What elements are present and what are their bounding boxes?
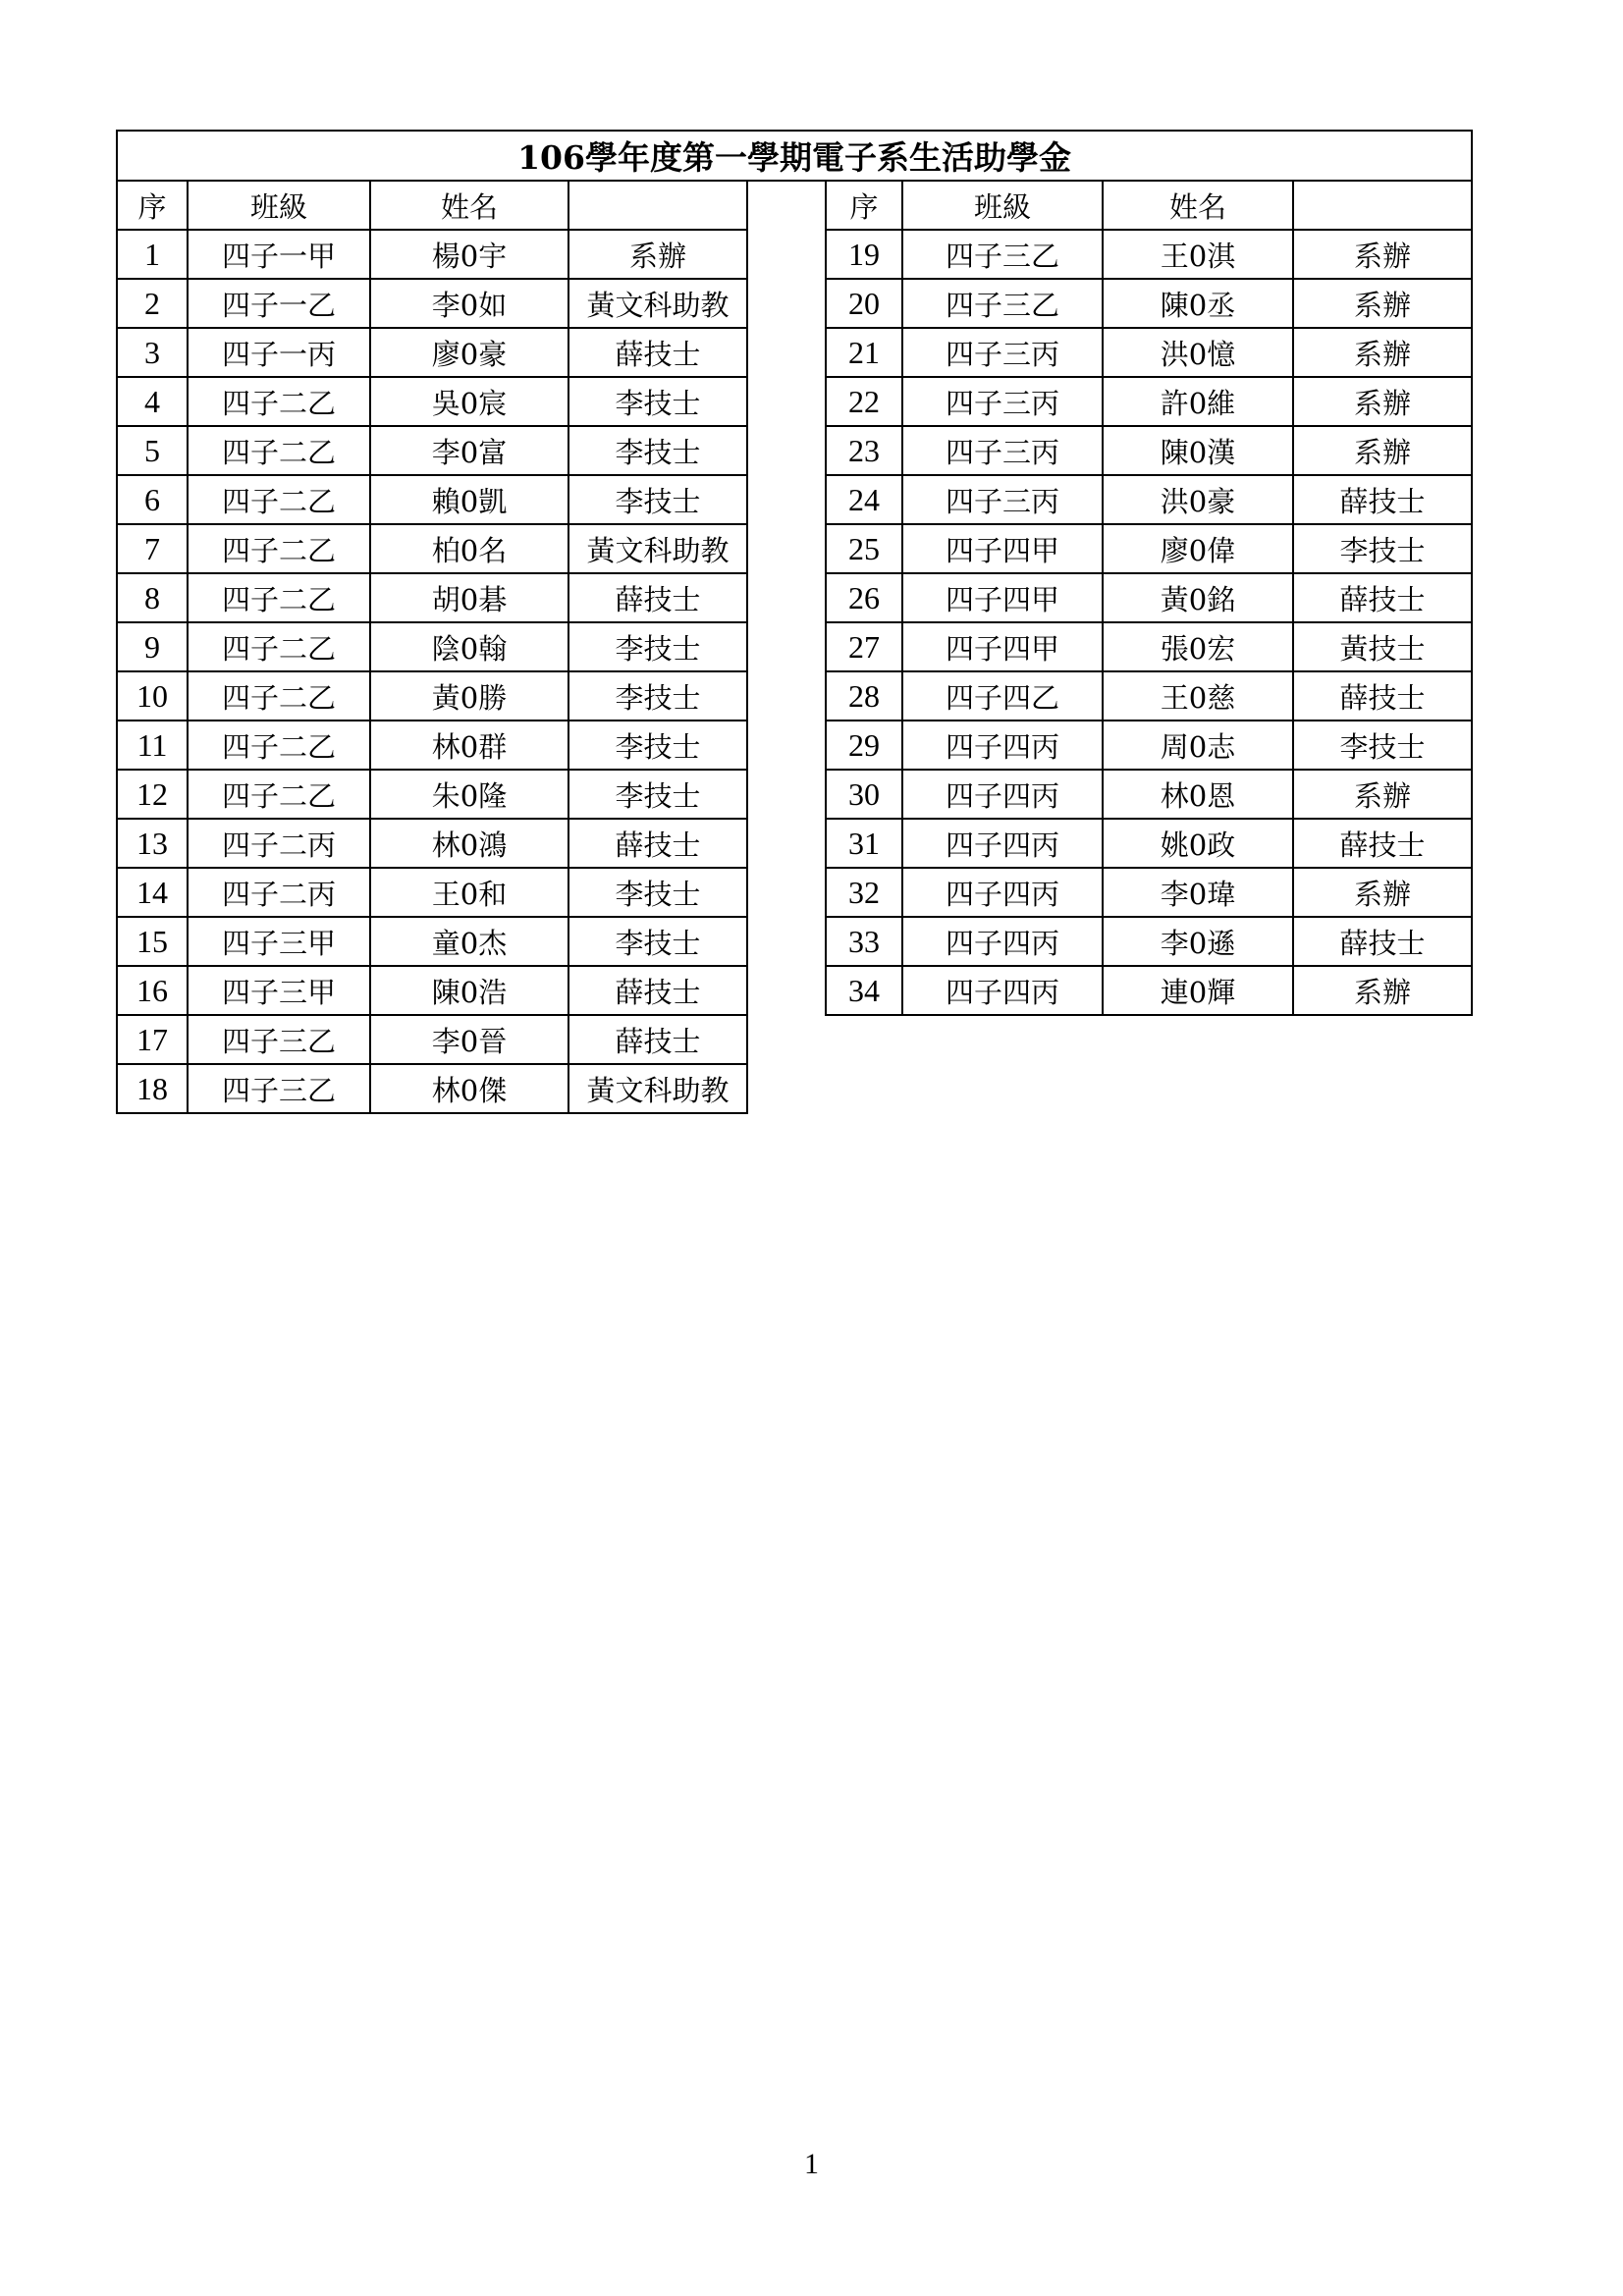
left-name-cell: 童0杰: [370, 917, 568, 966]
left-seq-cell: 11: [117, 721, 188, 770]
left-class-cell: 四子三甲: [188, 966, 370, 1015]
empty-cell: [826, 1064, 902, 1113]
left-class-cell: 四子一丙: [188, 328, 370, 377]
right-class-cell: 四子三丙: [902, 377, 1103, 426]
scholarship-roster: [116, 130, 1471, 1114]
right-name-cell: 張0宏: [1103, 622, 1293, 671]
right-name-cell: 洪0憶: [1103, 328, 1293, 377]
table-row: [117, 966, 1472, 1015]
table-row: [117, 573, 1472, 622]
right-seq-cell: 25: [826, 524, 902, 573]
left-note-cell: 李技士: [568, 475, 747, 524]
right-seq-cell: 28: [826, 671, 902, 721]
right-class-cell: 四子三丙: [902, 475, 1103, 524]
right-note-cell: 李技士: [1293, 524, 1472, 573]
left-seq-cell: 16: [117, 966, 188, 1015]
left-class-cell: 四子二乙: [188, 524, 370, 573]
left-note-cell: 薛技士: [568, 573, 747, 622]
right-class-cell: 四子三乙: [902, 279, 1103, 328]
column-gap: [747, 671, 826, 721]
left-seq-cell: 9: [117, 622, 188, 671]
left-seq-cell: 18: [117, 1064, 188, 1113]
table-row: [117, 524, 1472, 573]
column-gap: [747, 426, 826, 475]
table-row: [117, 328, 1472, 377]
left-class-cell: 四子二乙: [188, 721, 370, 770]
left-class-cell: 四子二乙: [188, 573, 370, 622]
right-note-cell: 系辦: [1293, 868, 1472, 917]
column-gap: [747, 1015, 826, 1064]
column-gap: [747, 622, 826, 671]
right-name-cell: 連0輝: [1103, 966, 1293, 1015]
empty-cell: [1293, 1015, 1472, 1064]
left-name-cell: 李0如: [370, 279, 568, 328]
empty-cell: [902, 1064, 1103, 1113]
right-seq-cell: 30: [826, 770, 902, 819]
left-seq-cell: 13: [117, 819, 188, 868]
document-title: 106學年度第一學期電子系生活助學金: [117, 131, 1472, 181]
left-note-cell: 李技士: [568, 917, 747, 966]
right-class-cell: 四子三乙: [902, 230, 1103, 279]
left-name-cell: 朱0隆: [370, 770, 568, 819]
left-name-cell: 黃0勝: [370, 671, 568, 721]
table-row: [117, 230, 1472, 279]
empty-cell: [1103, 1064, 1293, 1113]
right-note-cell: 李技士: [1293, 721, 1472, 770]
left-seq-cell: 2: [117, 279, 188, 328]
right-name-cell: 黃0銘: [1103, 573, 1293, 622]
right-seq-cell: 29: [826, 721, 902, 770]
right-name-cell: 陳0丞: [1103, 279, 1293, 328]
left-note-cell: 李技士: [568, 377, 747, 426]
right-name-cell: 李0瑋: [1103, 868, 1293, 917]
right-seq-cell: 24: [826, 475, 902, 524]
left-name-cell: 賴0凱: [370, 475, 568, 524]
right-seq-cell: 22: [826, 377, 902, 426]
right-class-cell: 四子四甲: [902, 573, 1103, 622]
column-gap: [747, 966, 826, 1015]
left-seq-cell: 15: [117, 917, 188, 966]
column-gap: [747, 181, 826, 230]
left-class-cell: 四子二乙: [188, 426, 370, 475]
column-gap: [747, 573, 826, 622]
right-class-cell: 四子三丙: [902, 328, 1103, 377]
title-row: [117, 131, 1472, 181]
table-row: [117, 1015, 1472, 1064]
right-note-cell: 薛技士: [1293, 671, 1472, 721]
right-class-cell: 四子四丙: [902, 770, 1103, 819]
table-row: [117, 622, 1472, 671]
roster-table: [116, 130, 1473, 1114]
header-name-left: 姓名: [370, 181, 568, 230]
table-row: [117, 868, 1472, 917]
left-name-cell: 李0富: [370, 426, 568, 475]
left-name-cell: 楊0宇: [370, 230, 568, 279]
right-class-cell: 四子四甲: [902, 622, 1103, 671]
left-class-cell: 四子三乙: [188, 1064, 370, 1113]
right-class-cell: 四子四丙: [902, 819, 1103, 868]
left-seq-cell: 17: [117, 1015, 188, 1064]
left-seq-cell: 8: [117, 573, 188, 622]
left-name-cell: 廖0豪: [370, 328, 568, 377]
left-class-cell: 四子一甲: [188, 230, 370, 279]
table-row: [117, 671, 1472, 721]
right-seq-cell: 21: [826, 328, 902, 377]
right-name-cell: 李0遜: [1103, 917, 1293, 966]
right-class-cell: 四子四丙: [902, 868, 1103, 917]
left-name-cell: 李0晉: [370, 1015, 568, 1064]
left-note-cell: 李技士: [568, 426, 747, 475]
right-seq-cell: 31: [826, 819, 902, 868]
left-class-cell: 四子二乙: [188, 475, 370, 524]
column-gap: [747, 328, 826, 377]
column-gap: [747, 770, 826, 819]
left-note-cell: 李技士: [568, 671, 747, 721]
left-name-cell: 陳0浩: [370, 966, 568, 1015]
left-note-cell: 薛技士: [568, 966, 747, 1015]
left-note-cell: 李技士: [568, 770, 747, 819]
column-gap: [747, 475, 826, 524]
right-class-cell: 四子三丙: [902, 426, 1103, 475]
left-note-cell: 黃文科助教: [568, 1064, 747, 1113]
right-seq-cell: 32: [826, 868, 902, 917]
left-class-cell: 四子一乙: [188, 279, 370, 328]
table-row: [117, 1064, 1472, 1113]
left-name-cell: 柏0名: [370, 524, 568, 573]
right-class-cell: 四子四甲: [902, 524, 1103, 573]
left-note-cell: 薛技士: [568, 1015, 747, 1064]
right-name-cell: 洪0豪: [1103, 475, 1293, 524]
right-note-cell: 薛技士: [1293, 475, 1472, 524]
right-seq-cell: 27: [826, 622, 902, 671]
left-class-cell: 四子二丙: [188, 868, 370, 917]
left-name-cell: 王0和: [370, 868, 568, 917]
right-note-cell: 薛技士: [1293, 819, 1472, 868]
right-note-cell: 薛技士: [1293, 573, 1472, 622]
right-seq-cell: 26: [826, 573, 902, 622]
table-row: [117, 377, 1472, 426]
left-name-cell: 胡0碁: [370, 573, 568, 622]
right-seq-cell: 19: [826, 230, 902, 279]
left-note-cell: 薛技士: [568, 819, 747, 868]
column-gap: [747, 917, 826, 966]
left-note-cell: 黃文科助教: [568, 524, 747, 573]
left-note-cell: 系辦: [568, 230, 747, 279]
table-row: [117, 770, 1472, 819]
table-row: [117, 426, 1472, 475]
left-class-cell: 四子二乙: [188, 377, 370, 426]
right-class-cell: 四子四丙: [902, 966, 1103, 1015]
left-note-cell: 李技士: [568, 721, 747, 770]
right-note-cell: 系辦: [1293, 328, 1472, 377]
right-seq-cell: 23: [826, 426, 902, 475]
right-seq-cell: 20: [826, 279, 902, 328]
header-seq-left: 序: [117, 181, 188, 230]
column-gap: [747, 1064, 826, 1113]
header-note-left: [568, 181, 747, 230]
header-class-right: 班級: [902, 181, 1103, 230]
right-note-cell: 系辦: [1293, 426, 1472, 475]
left-seq-cell: 7: [117, 524, 188, 573]
right-note-cell: 系辦: [1293, 770, 1472, 819]
right-note-cell: 黃技士: [1293, 622, 1472, 671]
left-note-cell: 李技士: [568, 868, 747, 917]
header-name-right: 姓名: [1103, 181, 1293, 230]
right-name-cell: 許0維: [1103, 377, 1293, 426]
left-class-cell: 四子三乙: [188, 1015, 370, 1064]
empty-cell: [902, 1015, 1103, 1064]
table-row: [117, 279, 1472, 328]
right-class-cell: 四子四丙: [902, 721, 1103, 770]
table-row: [117, 721, 1472, 770]
empty-cell: [826, 1015, 902, 1064]
left-seq-cell: 10: [117, 671, 188, 721]
right-note-cell: 薛技士: [1293, 917, 1472, 966]
column-gap: [747, 230, 826, 279]
left-name-cell: 林0傑: [370, 1064, 568, 1113]
left-seq-cell: 6: [117, 475, 188, 524]
left-seq-cell: 3: [117, 328, 188, 377]
right-name-cell: 陳0漢: [1103, 426, 1293, 475]
left-name-cell: 吳0宸: [370, 377, 568, 426]
right-note-cell: 系辦: [1293, 279, 1472, 328]
left-seq-cell: 1: [117, 230, 188, 279]
left-class-cell: 四子二乙: [188, 671, 370, 721]
left-name-cell: 林0鴻: [370, 819, 568, 868]
left-seq-cell: 12: [117, 770, 188, 819]
right-note-cell: 系辦: [1293, 966, 1472, 1015]
header-class-left: 班級: [188, 181, 370, 230]
right-note-cell: 系辦: [1293, 377, 1472, 426]
left-name-cell: 陰0翰: [370, 622, 568, 671]
right-seq-cell: 34: [826, 966, 902, 1015]
header-row: [117, 181, 1472, 230]
right-name-cell: 王0淇: [1103, 230, 1293, 279]
table-row: [117, 819, 1472, 868]
right-seq-cell: 33: [826, 917, 902, 966]
left-name-cell: 林0群: [370, 721, 568, 770]
right-name-cell: 周0志: [1103, 721, 1293, 770]
left-note-cell: 李技士: [568, 622, 747, 671]
empty-cell: [1293, 1064, 1472, 1113]
right-name-cell: 廖0偉: [1103, 524, 1293, 573]
left-class-cell: 四子二乙: [188, 770, 370, 819]
column-gap: [747, 721, 826, 770]
left-class-cell: 四子二乙: [188, 622, 370, 671]
header-note-right: [1293, 181, 1472, 230]
column-gap: [747, 868, 826, 917]
right-class-cell: 四子四丙: [902, 917, 1103, 966]
right-name-cell: 王0慈: [1103, 671, 1293, 721]
left-seq-cell: 14: [117, 868, 188, 917]
column-gap: [747, 524, 826, 573]
column-gap: [747, 819, 826, 868]
left-seq-cell: 4: [117, 377, 188, 426]
left-class-cell: 四子三甲: [188, 917, 370, 966]
right-name-cell: 林0恩: [1103, 770, 1293, 819]
left-note-cell: 黃文科助教: [568, 279, 747, 328]
column-gap: [747, 377, 826, 426]
header-seq-right: 序: [826, 181, 902, 230]
left-note-cell: 薛技士: [568, 328, 747, 377]
column-gap: [747, 279, 826, 328]
table-row: [117, 475, 1472, 524]
page-number: 1: [804, 2148, 819, 2180]
right-class-cell: 四子四乙: [902, 671, 1103, 721]
right-name-cell: 姚0政: [1103, 819, 1293, 868]
left-seq-cell: 5: [117, 426, 188, 475]
left-class-cell: 四子二丙: [188, 819, 370, 868]
table-row: [117, 917, 1472, 966]
right-note-cell: 系辦: [1293, 230, 1472, 279]
empty-cell: [1103, 1015, 1293, 1064]
